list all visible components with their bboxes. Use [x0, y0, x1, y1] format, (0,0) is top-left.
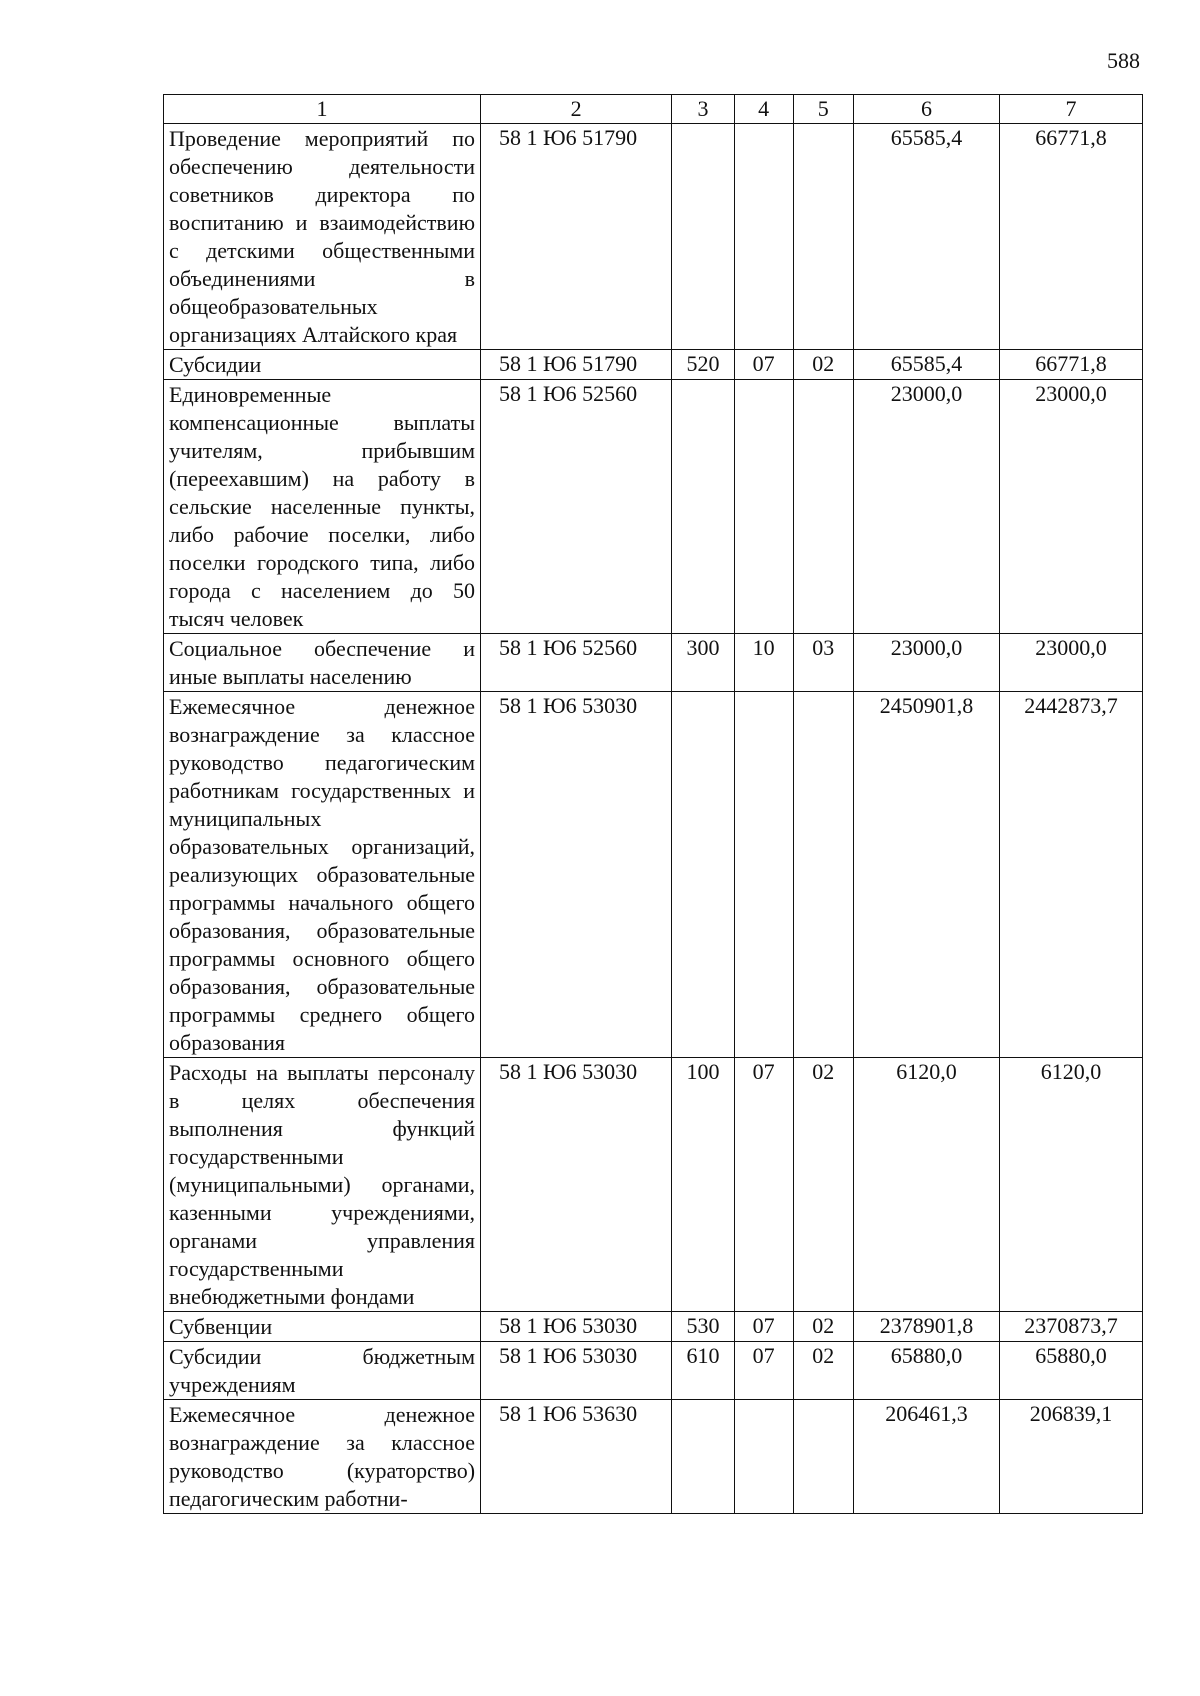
row-name: Субвенции: [164, 1312, 481, 1342]
row-name: Ежемесячное денежное вознаграждение за классное руководство педагогическим работникам государственных и муниципальных образовательных организаций, реализующих образовательные программы начального общего образования, образовательные программы основного общего образования, образовательные программы среднего общего образования: [164, 692, 481, 1058]
row-col5: [793, 380, 853, 634]
row-col4: 07: [734, 1058, 793, 1312]
row-code: 58 1 Ю6 51790: [481, 350, 672, 380]
column-header: 6: [853, 95, 999, 124]
table-row: [164, 692, 1143, 1058]
row-col5: 02: [793, 1342, 853, 1400]
row-amount-6: 65880,0: [853, 1342, 999, 1400]
row-col4: [734, 1400, 793, 1514]
row-amount-7: 6120,0: [1000, 1058, 1143, 1312]
column-header: 3: [672, 95, 734, 124]
row-amount-7: 23000,0: [1000, 380, 1143, 634]
row-col3: [672, 124, 734, 350]
row-name: Расходы на выплаты персоналу в целях обеспечения выполнения функций государственными (муниципальными) органами, казенными учреждениями, органами управления государственными внебюджетными фондами: [164, 1058, 481, 1312]
row-name: Социальное обеспечение и иные выплаты населению: [164, 634, 481, 692]
row-col5: 02: [793, 1312, 853, 1342]
row-amount-6: 65585,4: [853, 124, 999, 350]
table-row: [164, 1312, 1143, 1342]
column-header: 1: [164, 95, 481, 124]
column-header: 7: [1000, 95, 1143, 124]
row-col4: [734, 380, 793, 634]
row-code: 58 1 Ю6 52560: [481, 380, 672, 634]
table-row: [164, 634, 1143, 692]
row-col5: 02: [793, 350, 853, 380]
row-col3: 300: [672, 634, 734, 692]
column-header: 5: [793, 95, 853, 124]
page-number: 588: [1107, 48, 1140, 73]
row-col4: 07: [734, 350, 793, 380]
row-code: 58 1 Ю6 51790: [481, 124, 672, 350]
row-code: 58 1 Ю6 53030: [481, 1342, 672, 1400]
table-row: [164, 1058, 1143, 1312]
header-row: [164, 95, 1143, 124]
row-code: 58 1 Ю6 53030: [481, 1312, 672, 1342]
row-col4: 07: [734, 1342, 793, 1400]
row-col5: [793, 1400, 853, 1514]
row-col4: [734, 692, 793, 1058]
row-col3: 100: [672, 1058, 734, 1312]
row-col3: 610: [672, 1342, 734, 1400]
budget-table: [163, 94, 1143, 1514]
row-name: Единовременные компенсационные выплаты учителям, прибывшим (переехавшим) на работу в сельские населенные пункты, либо рабочие поселки, либо поселки городского типа, либо города с населением до 50 тысяч человек: [164, 380, 481, 634]
row-col3: [672, 692, 734, 1058]
row-amount-6: 23000,0: [853, 380, 999, 634]
row-code: 58 1 Ю6 52560: [481, 634, 672, 692]
row-name: Субсидии бюджетным учреждениям: [164, 1342, 481, 1400]
row-col4: 10: [734, 634, 793, 692]
row-code: 58 1 Ю6 53030: [481, 1058, 672, 1312]
table-row: [164, 1342, 1143, 1400]
row-col5: 02: [793, 1058, 853, 1312]
row-amount-6: 65585,4: [853, 350, 999, 380]
row-col5: [793, 124, 853, 350]
row-amount-6: 2378901,8: [853, 1312, 999, 1342]
table-row: [164, 380, 1143, 634]
row-amount-6: 2450901,8: [853, 692, 999, 1058]
row-col3: 530: [672, 1312, 734, 1342]
table-row: [164, 124, 1143, 350]
row-amount-7: 66771,8: [1000, 124, 1143, 350]
row-amount-6: 206461,3: [853, 1400, 999, 1514]
row-name: Проведение мероприятий по обеспечению деятельности советников директора по воспитанию и взаимодействию с детскими общественными объединениями в общеобразовательных организациях Алтайского края: [164, 124, 481, 350]
row-amount-7: 2442873,7: [1000, 692, 1143, 1058]
row-amount-6: 6120,0: [853, 1058, 999, 1312]
row-col3: 520: [672, 350, 734, 380]
row-col3: [672, 1400, 734, 1514]
row-code: 58 1 Ю6 53030: [481, 692, 672, 1058]
row-col4: [734, 124, 793, 350]
table-row: [164, 1400, 1143, 1514]
row-col5: [793, 692, 853, 1058]
row-amount-6: 23000,0: [853, 634, 999, 692]
column-header: 4: [734, 95, 793, 124]
column-header: 2: [481, 95, 672, 124]
row-col4: 07: [734, 1312, 793, 1342]
row-name: Субсидии: [164, 350, 481, 380]
row-amount-7: 2370873,7: [1000, 1312, 1143, 1342]
row-col5: 03: [793, 634, 853, 692]
row-amount-7: 23000,0: [1000, 634, 1143, 692]
row-col3: [672, 380, 734, 634]
table-row: [164, 350, 1143, 380]
row-amount-7: 206839,1: [1000, 1400, 1143, 1514]
row-name: Ежемесячное денежное вознаграждение за классное руководство (кураторство) педагогическим работни-: [164, 1400, 481, 1514]
row-amount-7: 65880,0: [1000, 1342, 1143, 1400]
row-amount-7: 66771,8: [1000, 350, 1143, 380]
row-code: 58 1 Ю6 53630: [481, 1400, 672, 1514]
